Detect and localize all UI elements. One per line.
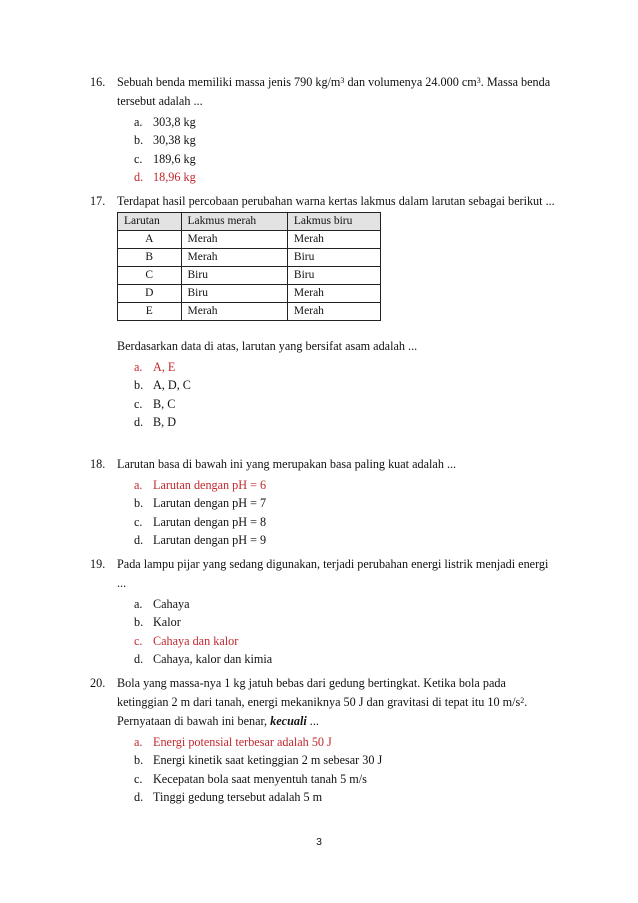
option-a-correct: a. A, E (134, 360, 176, 374)
option-b: b. 30,38 kg (134, 133, 196, 148)
option-d-correct: d. 18,96 kg (134, 169, 196, 184)
question-number: 16. (90, 75, 106, 89)
option-d: d. Larutan dengan pH = 9 (134, 532, 267, 547)
option-a: a. 303,8 kg (134, 115, 196, 129)
option-b: b. Energi kinetik saat ketinggian 2 m sebesar 30 J (134, 753, 383, 768)
table-header-row (118, 213, 381, 231)
table-header: Larutan (118, 213, 182, 231)
option-c: c. B, C (134, 396, 176, 411)
question-18 (90, 455, 560, 549)
option-d: d. B, D (134, 414, 177, 429)
question-follow-text: Berdasarkan data di atas, larutan yang bersifat asam adalah ... (117, 339, 418, 353)
question-number: 19. (90, 557, 106, 571)
option-a: a. Cahaya (134, 597, 190, 611)
option-d: d. Tinggi gedung tersebut adalah 5 m (134, 789, 323, 804)
litmus-table (117, 212, 381, 321)
table-row: E Merah Merah (118, 303, 381, 321)
question-number: 17. (90, 194, 106, 208)
option-b: b. Kalor (134, 615, 181, 630)
question-number: 18. (90, 457, 106, 471)
question-stem: 19. Pada lampu pijar yang sedang digunakan, terjadi perubahan energi listrik menjadi energi ... (90, 557, 549, 590)
question-stem: 18. Larutan basa di bawah ini yang merupakan basa paling kuat adalah ... (90, 455, 560, 474)
table-row: C Biru Biru (118, 267, 381, 285)
question-20 (90, 674, 560, 806)
option-a-correct: a. Energi potensial terbesar adalah 50 J (134, 735, 332, 749)
option-c-correct: c. Cahaya dan kalor (134, 633, 239, 648)
table-header: Lakmus biru (287, 213, 380, 231)
option-b: b. Larutan dengan pH = 7 (134, 496, 267, 511)
page-number: 3 (316, 836, 322, 848)
option-c: c. Larutan dengan pH = 8 (134, 514, 267, 529)
question-16 (90, 73, 560, 186)
table-row: D Biru Merah (118, 285, 381, 303)
question-stem: 17. Terdapat hasil percobaan perubahan warna kertas lakmus dalam larutan sebagai berikut ... (90, 192, 560, 211)
option-a-correct: a. Larutan dengan pH = 6 (134, 478, 267, 492)
question-17 (90, 192, 560, 431)
question-stem: 16. Sebuah benda memiliki massa jenis 790 $kg/m^3$ dan volumenya 24.000 $cm^3$. Massa benda tersebut adalah ... (90, 75, 551, 108)
option-c: c. 189,6 kg (134, 151, 196, 166)
table-row: B Merah Biru (118, 249, 381, 267)
option-c: c. Kecepatan bola saat menyentuh tanah 5 m/s (134, 771, 367, 786)
question-number: 20. (90, 676, 106, 690)
option-b: b. A, D, C (134, 378, 191, 393)
table-row: A Merah Merah (118, 231, 381, 249)
emphasis-kecuali: kecuali (270, 714, 307, 728)
table-header: Lakmus merah (181, 213, 287, 231)
question-19 (90, 555, 560, 668)
question-stem: 20. Bola yang massa-nya 1 kg jatuh bebas dari gedung bertingkat. Ketika bola pada ketinggian 2 m dari tanah, energi mekaniknya 50 J dan gravitasi di tepat itu 10 $m/s^2$. Pernyataan di bawah ini benar, kecuali ... (90, 676, 528, 728)
option-d: d. Cahaya, kalor dan kimia (134, 651, 273, 666)
